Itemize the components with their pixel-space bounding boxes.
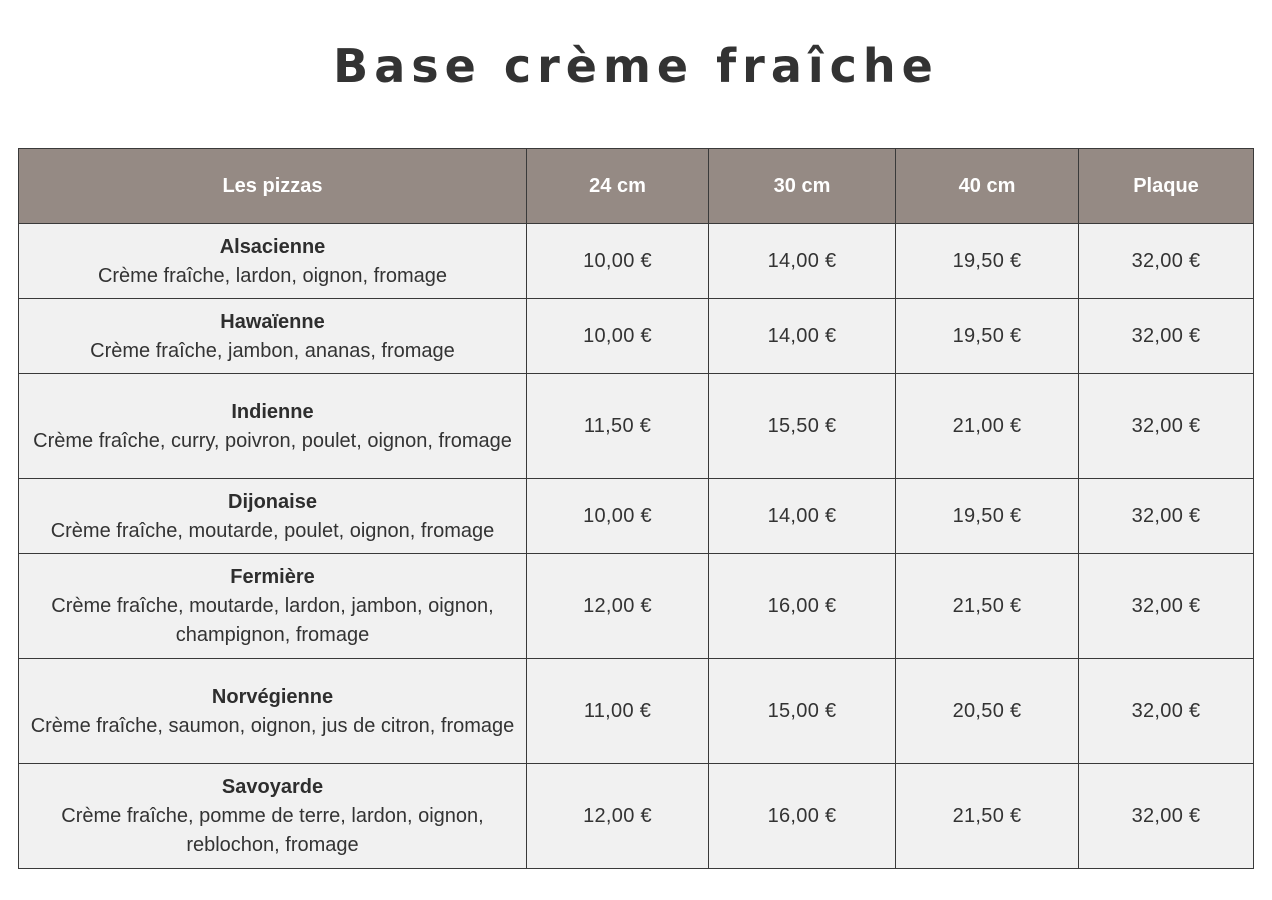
price-40cm: 21,50 € [896,764,1079,869]
price-24cm: 10,00 € [527,479,709,554]
price-40cm: 20,50 € [896,659,1079,764]
price-24cm: 10,00 € [527,224,709,299]
price-plaque: 32,00 € [1079,659,1254,764]
pizza-description: Crème fraîche, saumon, oignon, jus de citron, fromage [30,714,515,737]
price-24cm: 10,00 € [527,299,709,374]
pizza-cell [19,299,527,374]
table-row [19,659,1254,764]
pizza-price-table [18,148,1254,869]
pizza-cell [19,764,527,869]
pizza-description: Crème fraîche, curry, poivron, poulet, oignon, fromage [33,429,512,452]
pizza-cell [19,374,527,479]
table-row [19,479,1254,554]
pizza-description: Crème fraîche, moutarde, poulet, oignon, fromage [50,519,495,542]
table-row [19,374,1254,479]
price-plaque: 32,00 € [1079,299,1254,374]
price-30cm: 14,00 € [709,479,896,554]
price-24cm: 12,00 € [527,764,709,869]
header-30cm: 30 cm [709,149,896,224]
pizza-name: Fermière [230,566,315,588]
header-pizzas: Les pizzas [19,149,527,224]
price-30cm: 15,50 € [709,374,896,479]
pizza-cell [19,224,527,299]
price-30cm: 16,00 € [709,554,896,659]
pizza-name: Dijonaise [228,490,317,513]
pizza-name: Savoyarde [221,776,324,798]
header-24cm: 24 cm [527,149,709,224]
price-40cm: 19,50 € [896,299,1079,374]
price-24cm: 11,50 € [527,374,709,479]
price-plaque: 32,00 € [1079,554,1254,659]
price-30cm: 14,00 € [709,224,896,299]
table-row [19,224,1254,299]
pizza-description: Crème fraîche, pomme de terre, lardon, oignon, reblochon, fromage [61,805,484,856]
table-header-row [19,149,1254,224]
header-plaque: Plaque [1079,149,1254,224]
price-40cm: 19,50 € [896,479,1079,554]
price-40cm: 19,50 € [896,224,1079,299]
price-40cm: 21,50 € [896,554,1079,659]
pizza-description: Crème fraîche, lardon, oignon, fromage [97,264,448,287]
pizza-name: Indienne [231,400,314,423]
table-row [19,554,1254,659]
price-24cm: 11,00 € [527,659,709,764]
price-30cm: 14,00 € [709,299,896,374]
header-40cm: 40 cm [896,149,1079,224]
price-30cm: 15,00 € [709,659,896,764]
price-24cm: 12,00 € [527,554,709,659]
pizza-name: Hawaïenne [220,310,325,333]
pizza-name: Norvégienne [211,685,334,708]
price-40cm: 21,00 € [896,374,1079,479]
table-row [19,764,1254,869]
pizza-description: Crème fraîche, jambon, ananas, fromage [90,339,455,362]
pizza-cell [19,659,527,764]
pizza-cell [19,479,527,554]
price-plaque: 32,00 € [1079,224,1254,299]
pizza-cell [19,554,527,659]
price-plaque: 32,00 € [1079,479,1254,554]
table-row [19,299,1254,374]
price-plaque: 32,00 € [1079,374,1254,479]
pizza-name: Alsacienne [219,235,326,258]
page-title: Base crème fraîche [333,39,939,93]
pizza-description: Crème fraîche, moutarde, lardon, jambon, oignon, champignon, fromage [51,595,494,646]
price-30cm: 16,00 € [709,764,896,869]
price-plaque: 32,00 € [1079,764,1254,869]
